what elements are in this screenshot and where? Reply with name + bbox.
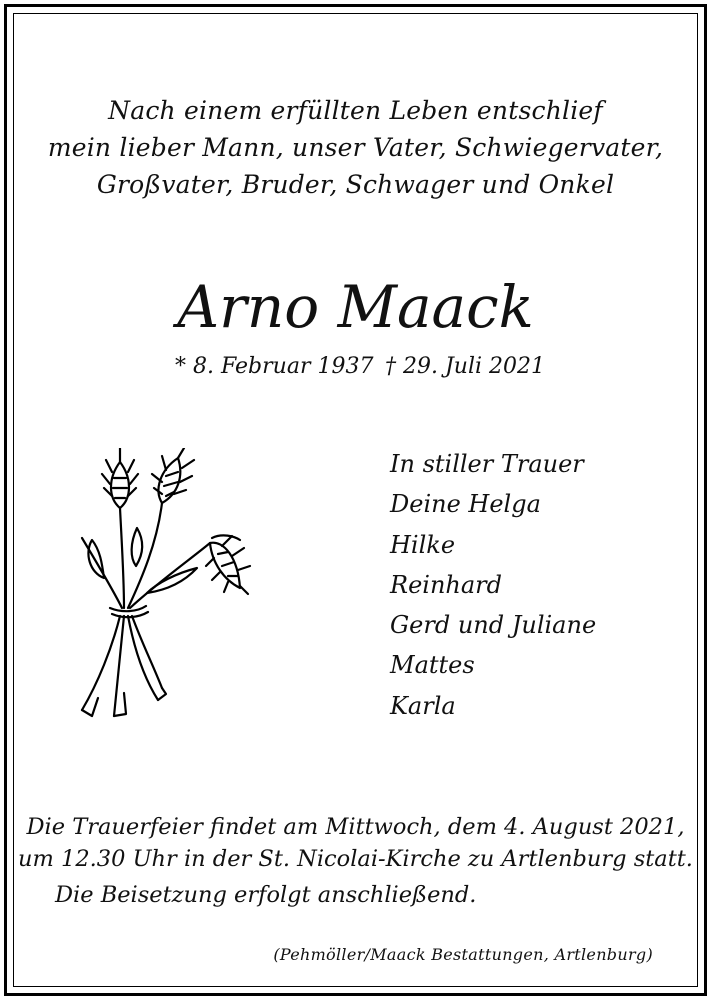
- funeral-home-credit: (Pehmöller/Maack Bestattungen, Artlenburg): [273, 945, 653, 964]
- intro-line-3: Großvater, Bruder, Schwager und Onkel: [96, 170, 615, 199]
- death-date: † 29. Juli 2021: [385, 354, 546, 379]
- service-line-1: Die Trauerfeier findet am Mittwoch, dem 4. August 2021,: [26, 814, 685, 840]
- birth-date: * 8. Februar 1937: [175, 354, 374, 379]
- intro-line-2: mein lieber Mann, unser Vater, Schwiegervater,: [47, 133, 664, 162]
- service-line-2: um 12.30 Uhr in der St. Nicolai-Kirche zu Artlenburg statt.: [18, 846, 693, 872]
- mourners-list: [390, 444, 596, 726]
- mourner-line: In stiller Trauer: [390, 450, 584, 478]
- service-info: [0, 811, 711, 911]
- intro-line-1: Nach einem erfüllten Leben entschlief: [108, 96, 603, 125]
- intro-text: [0, 92, 711, 203]
- mourner-line: Gerd und Juliane: [390, 611, 597, 640]
- mourner-line: Reinhard: [390, 570, 503, 599]
- mourner-line: Mattes: [390, 651, 475, 680]
- deceased-name: Arno Maack: [177, 273, 534, 341]
- mourner-line: Karla: [390, 691, 456, 720]
- wheat-bundle-icon: [62, 448, 262, 728]
- mourner-line: Deine Helga: [390, 490, 541, 519]
- mourner-line: Hilke: [390, 530, 456, 559]
- service-line-3: Die Beisetzung erfolgt anschließend.: [55, 882, 477, 908]
